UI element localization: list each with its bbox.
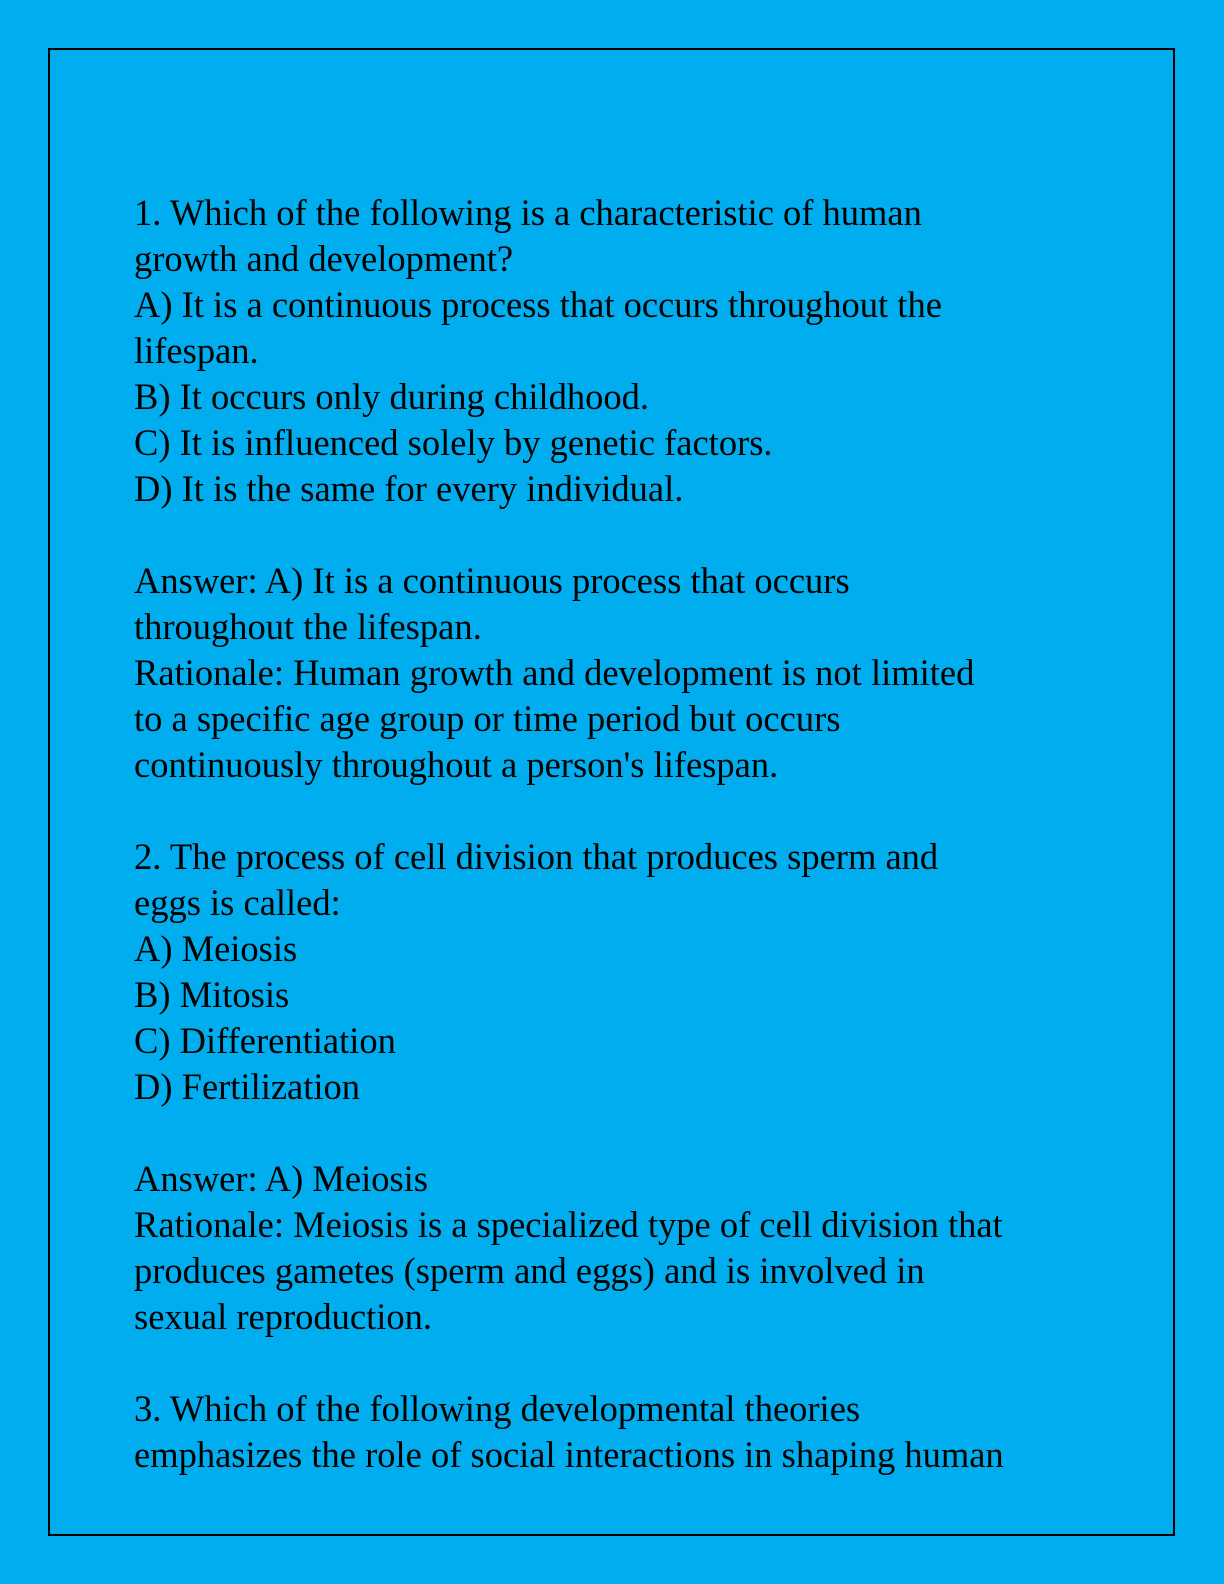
option-b: B) Mitosis (134, 974, 290, 1015)
option-c: C) It is influenced solely by genetic factors. (134, 422, 773, 463)
rationale-text: Rationale: Human growth and development is not limited (134, 652, 975, 693)
rationale-text: continuously throughout a person's lifespan. (134, 744, 779, 785)
question-text: eggs is called: (134, 882, 341, 923)
question-block-1 (134, 190, 1104, 788)
spacer (134, 1340, 1104, 1386)
option-d: D) Fertilization (134, 1066, 361, 1107)
option-a: A) It is a continuous process that occurs throughout the (134, 284, 942, 325)
document-body (134, 190, 1104, 1478)
option-a: A) Meiosis (134, 928, 298, 969)
question-text: emphasizes the role of social interactions in shaping human (134, 1434, 1004, 1475)
rationale-text: produces gametes (sperm and eggs) and is involved in (134, 1250, 925, 1291)
rationale-text: sexual reproduction. (134, 1296, 432, 1337)
spacer (134, 788, 1104, 834)
question-text: 1. Which of the following is a characteristic of human (134, 192, 922, 233)
option-b: B) It occurs only during childhood. (134, 376, 649, 417)
question-text: growth and development? (134, 238, 514, 279)
answer-text: throughout the lifespan. (134, 606, 482, 647)
question-text: 2. The process of cell division that produces sperm and (134, 836, 939, 877)
option-c: C) Differentiation (134, 1020, 396, 1061)
answer-text: Answer: A) It is a continuous process that occurs (134, 560, 850, 601)
rationale-text: Rationale: Meiosis is a specialized type of cell division that (134, 1204, 1003, 1245)
option-d: D) It is the same for every individual. (134, 468, 684, 509)
spacer (134, 1110, 1104, 1156)
answer-text: Answer: A) Meiosis (134, 1158, 429, 1199)
question-block-3 (134, 1386, 1104, 1478)
question-text: 3. Which of the following developmental theories (134, 1388, 861, 1429)
spacer (134, 512, 1104, 558)
option-a: lifespan. (134, 330, 259, 371)
question-block-2 (134, 834, 1104, 1340)
rationale-text: to a specific age group or time period but occurs (134, 698, 841, 739)
